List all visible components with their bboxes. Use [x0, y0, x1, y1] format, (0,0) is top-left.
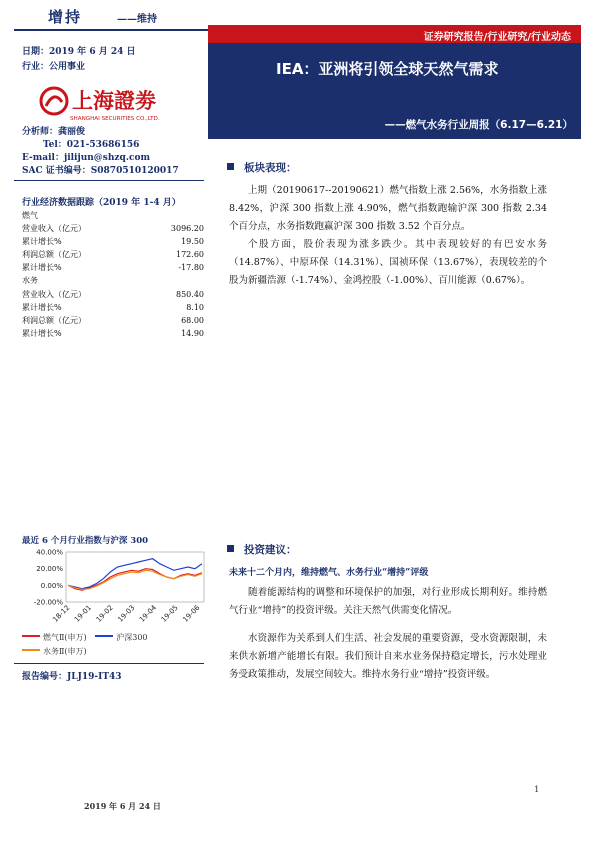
paragraph: 个股方面，股价表现为涨多跌少。其中表现较好的有巴安水务（14.87%）、中原环保（14.31%）、国祯环保（13.67%），表现较差的个股为新疆浩源（-1.74%）、金鸿控股（-1.00%）、百川能源（0.67%）。 — [229, 239, 547, 286]
analyst-tel: Tel：021-53686156 — [43, 140, 140, 150]
advice-subheading: 未来十二个月内，维持燃气、水务行业“增持”评级 — [229, 568, 429, 578]
page-number: 1 — [534, 785, 540, 795]
paragraph: 水资源作为关系到人们生活、社会发展的重要资源，受水资源限制，未来供水新增产能增长有限。我们预计自来水业务保持稳定增长，污水处理业务受政策推动，发展空间较大。维持水务行业“增持”投资评级。 — [229, 633, 547, 680]
table-row — [22, 235, 204, 248]
heading-text: 板块表现： — [244, 162, 297, 174]
x-tick-label: 19-01 — [73, 603, 94, 624]
table-row — [22, 261, 204, 274]
industry-label: 行业：公用事业 — [22, 62, 86, 72]
row-value: 19.50 — [181, 237, 204, 247]
x-tick-label: 19-06 — [181, 603, 202, 624]
index-line-chart — [22, 546, 208, 628]
y-tick-label: 20.00% — [36, 565, 63, 574]
legend-water: 水务Ⅱ(申万) — [43, 647, 87, 656]
legend-swatch-gas — [22, 635, 40, 637]
x-tick-label: 19-05 — [159, 603, 180, 624]
x-tick-label: 19-02 — [94, 603, 115, 624]
row-label: 燃气 — [22, 211, 38, 220]
paragraph: 上期（20190617--20190621）燃气指数上涨 2.56%，水务指数上涨 8.42%，沪深 300 指数上涨 4.90%，燃气指数跑输沪深 300 指数 2.34 个百分点，水务指数跑赢沪深 300 指数 3.52 个百分点。 — [229, 185, 547, 232]
table-row — [22, 248, 204, 261]
table-row — [22, 327, 204, 340]
row-label: 累计增长% — [22, 302, 62, 312]
series-line-1 — [68, 559, 202, 589]
table-row — [22, 288, 204, 301]
row-value: -17.80 — [178, 263, 204, 273]
analyst-name: 分析师：龚丽俊 — [22, 127, 86, 137]
row-value: 8.10 — [186, 302, 204, 312]
row-value: 172.60 — [176, 250, 204, 260]
row-label: 营业收入（亿元） — [22, 224, 86, 234]
row-label: 累计增长% — [22, 263, 62, 273]
row-label: 营业收入（亿元） — [22, 289, 86, 299]
section-body-advice — [229, 584, 547, 684]
logo-text-en: SHANGHAI SECURITIES CO.,LTD. — [70, 116, 160, 122]
paragraph: 随着能源结构的调整和环境保护的加强，对行业形成长期利好。维持燃气行业“增持”的投资评级。关注天然气供需变化情况。 — [229, 587, 547, 616]
analyst-email[interactable]: E-mail：jilijun@shzq.com — [22, 153, 150, 163]
report-title: IEA：亚洲将引领全球天然气需求 — [276, 60, 499, 78]
category-bar — [208, 25, 581, 43]
heading-text: 投资建议： — [244, 544, 297, 556]
table-row — [22, 222, 204, 235]
section-body-performance — [229, 182, 547, 290]
section-heading-advice — [227, 542, 297, 557]
row-value: 850.40 — [176, 289, 204, 299]
x-tick-label: 19-04 — [138, 603, 159, 624]
tracking-title: 行业经济数据跟踪（2019 年 1-4 月） — [22, 198, 181, 208]
table-row — [22, 314, 204, 327]
table-row — [22, 301, 204, 314]
divider — [14, 180, 204, 181]
x-tick-label: 18-12 — [51, 603, 72, 624]
row-value: 3096.20 — [170, 224, 204, 234]
table-row — [22, 209, 204, 222]
report-number: 报告编号：JLJ19-IT43 — [22, 672, 122, 682]
row-value: 14.90 — [181, 328, 204, 338]
divider — [14, 663, 204, 664]
legend-row — [22, 646, 87, 657]
bullet-square-icon — [227, 163, 234, 170]
row-label: 利润总额（亿元） — [22, 315, 86, 325]
y-tick-label: 0.00% — [40, 581, 63, 590]
row-label: 累计增长% — [22, 237, 62, 247]
rating-label: 增持 — [48, 8, 83, 26]
y-tick-label: -20.00% — [33, 598, 63, 607]
legend-hs300: 沪深300 — [116, 633, 148, 642]
title-banner — [208, 43, 581, 139]
bullet-square-icon — [227, 545, 234, 552]
x-tick-label: 19-03 — [116, 603, 137, 624]
y-tick-label: 40.00% — [36, 548, 63, 557]
row-value: 68.00 — [181, 315, 204, 325]
tracking-table — [22, 209, 204, 340]
report-subtitle: ——燃气水务行业周报（6.17—6.21） — [384, 119, 573, 131]
legend-row — [22, 632, 148, 643]
analyst-sac: SAC 证书编号：S0870510120017 — [22, 166, 179, 176]
logo-text-cn: 上海證劵 — [72, 88, 156, 113]
shanghai-securities-logo — [36, 84, 196, 124]
row-label: 累计增长% — [22, 328, 62, 338]
legend-gas: 燃气Ⅱ(申万) — [43, 633, 87, 642]
table-row — [22, 274, 204, 287]
legend-swatch-hs300 — [95, 635, 113, 637]
plot-frame — [66, 552, 204, 602]
mini-chart-title: 最近 6 个月行业指数与沪深 300 — [22, 536, 149, 546]
rating-sub-label: ——维持 — [117, 14, 157, 25]
section-heading-performance — [227, 160, 297, 175]
report-date: 日期：2019 年 6 月 24 日 — [22, 47, 136, 57]
row-label: 利润总额（亿元） — [22, 250, 86, 260]
series-line-2 — [68, 570, 202, 589]
legend-swatch-water — [22, 649, 40, 651]
row-label: 水务 — [22, 276, 38, 286]
category-label: 证券研究报告/行业研究/行业动态 — [423, 32, 571, 43]
analyst-block — [22, 126, 212, 178]
footer-date: 2019 年 6 月 24 日 — [84, 801, 161, 811]
